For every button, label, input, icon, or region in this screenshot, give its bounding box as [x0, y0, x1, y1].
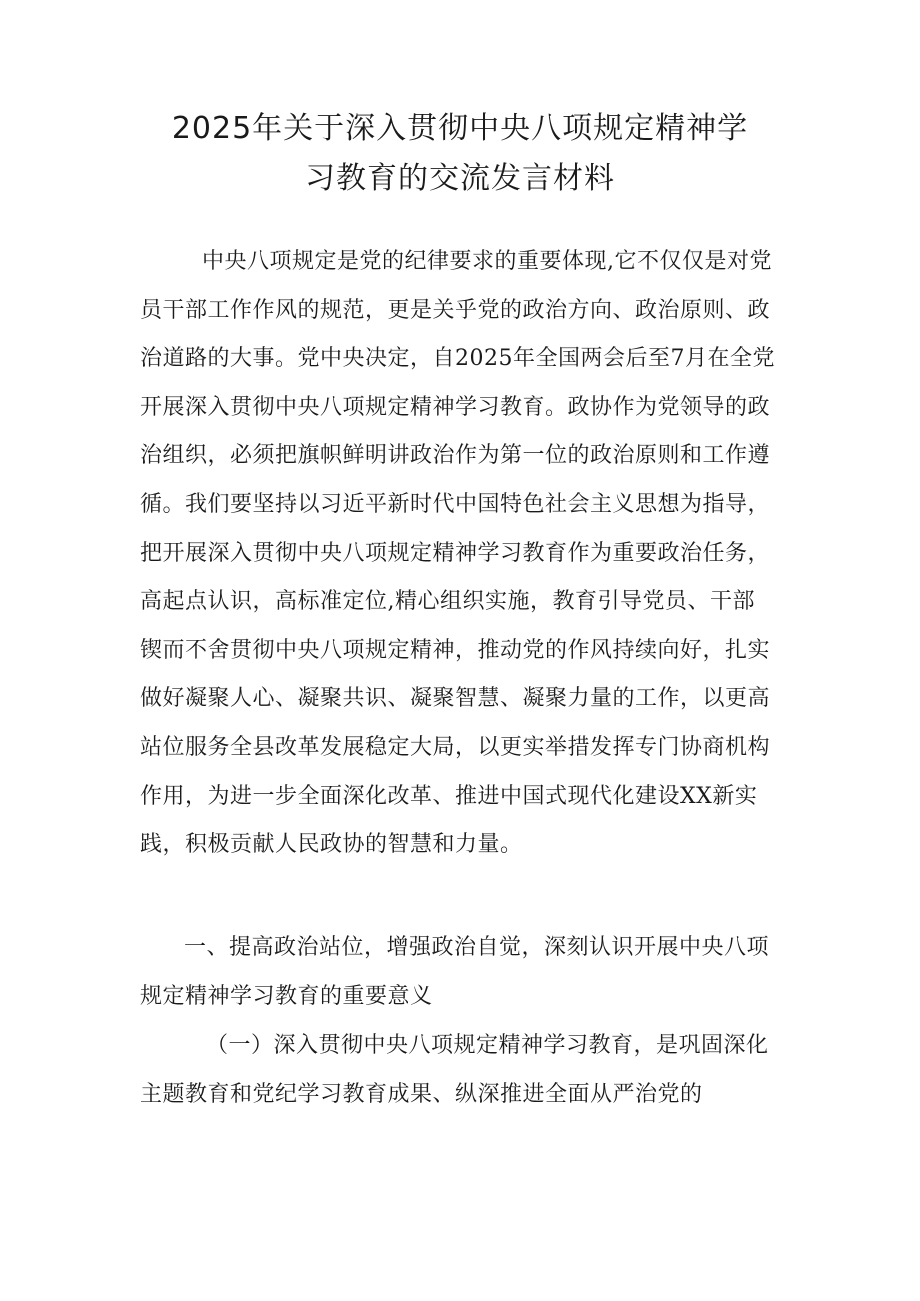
subsection-one: [140, 1022, 782, 1119]
title-line: 习教育的交流发言材料: [305, 161, 615, 196]
paragraph-line: 把开展深入贯彻中央八项规定精神学习教育作为重要政治任务，: [140, 540, 771, 566]
heading-line: 规定精神学习教育的重要意义: [140, 983, 433, 1009]
intro-paragraph: [140, 238, 782, 870]
paragraph-line: 站位服务全县改革发展稳定大局，以更实举措发挥专门协商机构: [140, 734, 771, 760]
paragraph-line: 治组织，必须把旗帜鲜明讲政治作为第一位的政治原则和工作遵: [140, 443, 771, 469]
heading-line: 一、提高政治站位，增强政治自觉，深刻认识开展中央八项: [184, 935, 770, 960]
paragraph-line: 治道路的大事。党中央决定，自2025年全国两会后至7月在全党: [140, 346, 775, 372]
paragraph-line: 践，积极贡献人民政协的智慧和力量。: [140, 832, 523, 858]
paragraph-line: 中央八项规定是党的纪律要求的重要体现,它不仅仅是对党: [202, 249, 772, 274]
document-title: [90, 104, 830, 204]
paragraph-line: 作用，为进一步全面深化改革、推进中国式现代化建设XX新实: [140, 783, 758, 809]
paragraph-line: 主题教育和党纪学习教育成果、纵深推进全面从严治党的: [140, 1081, 703, 1107]
paragraph-line: 做好凝聚人心、凝聚共识、凝聚智慧、凝聚力量的工作，以更高: [140, 686, 771, 712]
paragraph-line: 员干部工作作风的规范，更是关乎党的政治方向、政治原则、政: [140, 297, 771, 323]
paragraph-line: 高起点认识，高标准定位,精心组织实施，教育引导党员、干部: [140, 589, 755, 615]
section-one-heading: [140, 924, 782, 1021]
paragraph-line: 开展深入贯彻中央八项规定精神学习教育。政协作为党领导的政: [140, 394, 771, 420]
paragraph-line: （一）深入贯彻中央八项规定精神学习教育，是巩固深化: [206, 1033, 769, 1058]
title-line: 2025年关于深入贯彻中央八项规定精神学: [171, 111, 749, 146]
paragraph-line: 锲而不舍贯彻中央八项规定精神，推动党的作风持续向好，扎实: [140, 637, 771, 663]
paragraph-line: 循。我们要坚持以习近平新时代中国特色社会主义思想为指导，: [140, 491, 771, 517]
